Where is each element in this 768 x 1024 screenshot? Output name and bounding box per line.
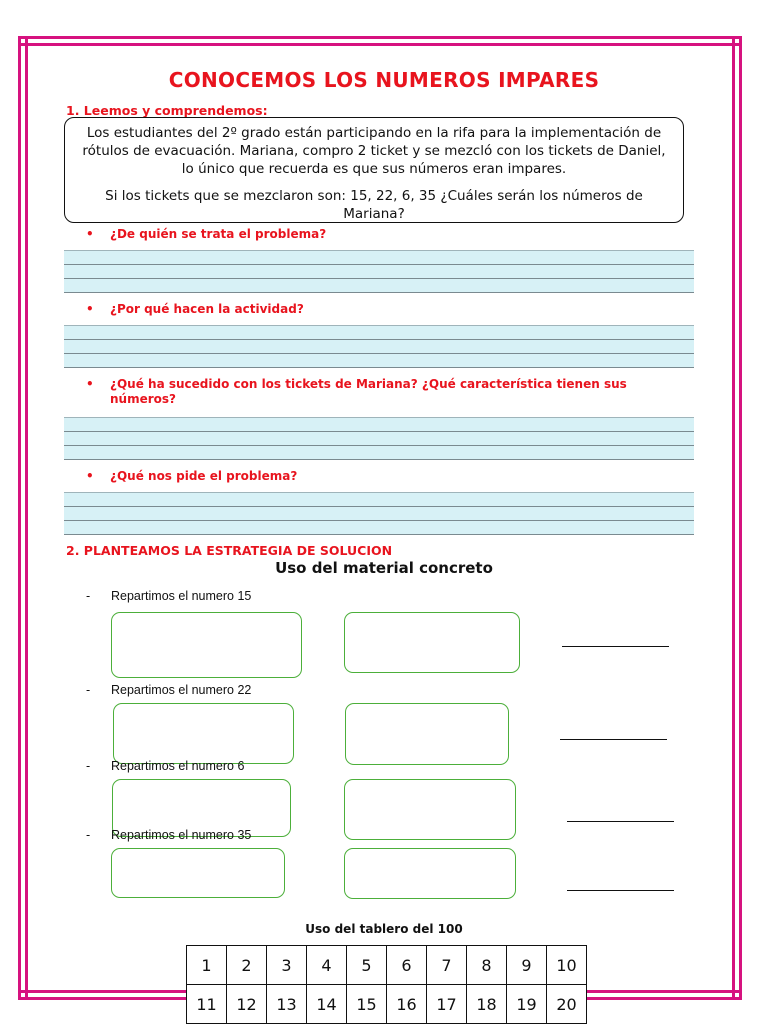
- board-cell[interactable]: 1: [187, 946, 227, 985]
- question-3: [86, 377, 676, 407]
- drawing-box-35-b[interactable]: [344, 848, 516, 899]
- section2-subtitle: Uso del material concreto: [275, 559, 493, 577]
- hundred-board: [186, 945, 587, 1024]
- problem-text: Los estudiantes del 2º grado están participando en la rifa para la implementación de rótulos de evacuación. Mariana, compro 2 ticket y se mezcló con los tickets de Daniel, lo único que recuerda es que sus números eran impares.: [82, 125, 666, 177]
- board-cell[interactable]: 8: [467, 946, 507, 985]
- board-cell[interactable]: 9: [507, 946, 547, 985]
- drawing-box-15-b[interactable]: [344, 612, 520, 673]
- board-cell[interactable]: 7: [427, 946, 467, 985]
- drawing-box-15-a[interactable]: [111, 612, 302, 678]
- drawing-box-35-a[interactable]: [111, 848, 285, 898]
- answer-line-35[interactable]: [567, 890, 674, 891]
- item-label-35: - Repartimos el numero 35: [86, 828, 252, 842]
- item-label-6: - Repartimos el numero 6: [86, 759, 245, 773]
- board-cell[interactable]: 14: [307, 985, 347, 1024]
- question-2: [86, 302, 676, 317]
- drawing-box-6-b[interactable]: [344, 779, 516, 840]
- item-label-22: - Repartimos el numero 22: [86, 683, 252, 697]
- board-cell[interactable]: 16: [387, 985, 427, 1024]
- answer-lines-3[interactable]: [64, 417, 694, 460]
- page-border-right: [732, 36, 742, 1000]
- question-3-text: ¿Qué ha sucedido con los tickets de Mariana? ¿Qué característica tienen sus números?: [110, 377, 627, 406]
- board-cell[interactable]: 6: [387, 946, 427, 985]
- problem-question: Si los tickets que se mezclaron son: 15, 22, 6, 35 ¿Cuáles serán los números de Mariana?: [105, 188, 643, 222]
- board-row-2: [187, 985, 587, 1024]
- board-cell[interactable]: 18: [467, 985, 507, 1024]
- page-title: CONOCEMOS LOS NUMEROS IMPARES: [168, 68, 600, 92]
- question-1: [86, 227, 676, 242]
- question-4: [86, 469, 676, 484]
- board-row-1: [187, 946, 587, 985]
- board-cell[interactable]: 15: [347, 985, 387, 1024]
- board-cell[interactable]: 19: [507, 985, 547, 1024]
- answer-line-22[interactable]: [560, 739, 667, 740]
- board-cell[interactable]: 17: [427, 985, 467, 1024]
- problem-statement-box: [64, 117, 684, 223]
- answer-lines-1[interactable]: [64, 250, 694, 293]
- bullet-icon: •: [86, 469, 94, 483]
- board-cell[interactable]: 13: [267, 985, 307, 1024]
- drawing-box-22-a[interactable]: [113, 703, 294, 764]
- drawing-box-22-b[interactable]: [345, 703, 509, 765]
- item-label-15: - Repartimos el numero 15: [86, 589, 252, 603]
- bullet-icon: •: [86, 302, 94, 316]
- section2-heading: 2. PLANTEAMOS LA ESTRATEGIA DE SOLUCION: [66, 543, 393, 558]
- question-1-text: ¿De quién se trata el problema?: [110, 227, 327, 241]
- question-4-text: ¿Qué nos pide el problema?: [110, 469, 298, 483]
- board-cell[interactable]: 3: [267, 946, 307, 985]
- answer-line-6[interactable]: [567, 821, 674, 822]
- board-cell[interactable]: 11: [187, 985, 227, 1024]
- bullet-icon: •: [86, 377, 94, 391]
- page-border-top: [18, 36, 742, 46]
- answer-lines-2[interactable]: [64, 325, 694, 368]
- page-border-left: [18, 36, 28, 1000]
- answer-lines-4[interactable]: [64, 492, 694, 535]
- board-cell[interactable]: 4: [307, 946, 347, 985]
- board-cell[interactable]: 5: [347, 946, 387, 985]
- board-cell[interactable]: 2: [227, 946, 267, 985]
- board-cell[interactable]: 20: [547, 985, 587, 1024]
- board-cell[interactable]: 10: [547, 946, 587, 985]
- board-cell[interactable]: 12: [227, 985, 267, 1024]
- section1-heading: 1. Leemos y comprendemos:: [66, 103, 268, 118]
- bullet-icon: •: [86, 227, 94, 241]
- hundred-board-title: Uso del tablero del 100: [305, 922, 463, 936]
- answer-line-15[interactable]: [562, 646, 669, 647]
- question-2-text: ¿Por qué hacen la actividad?: [110, 302, 304, 316]
